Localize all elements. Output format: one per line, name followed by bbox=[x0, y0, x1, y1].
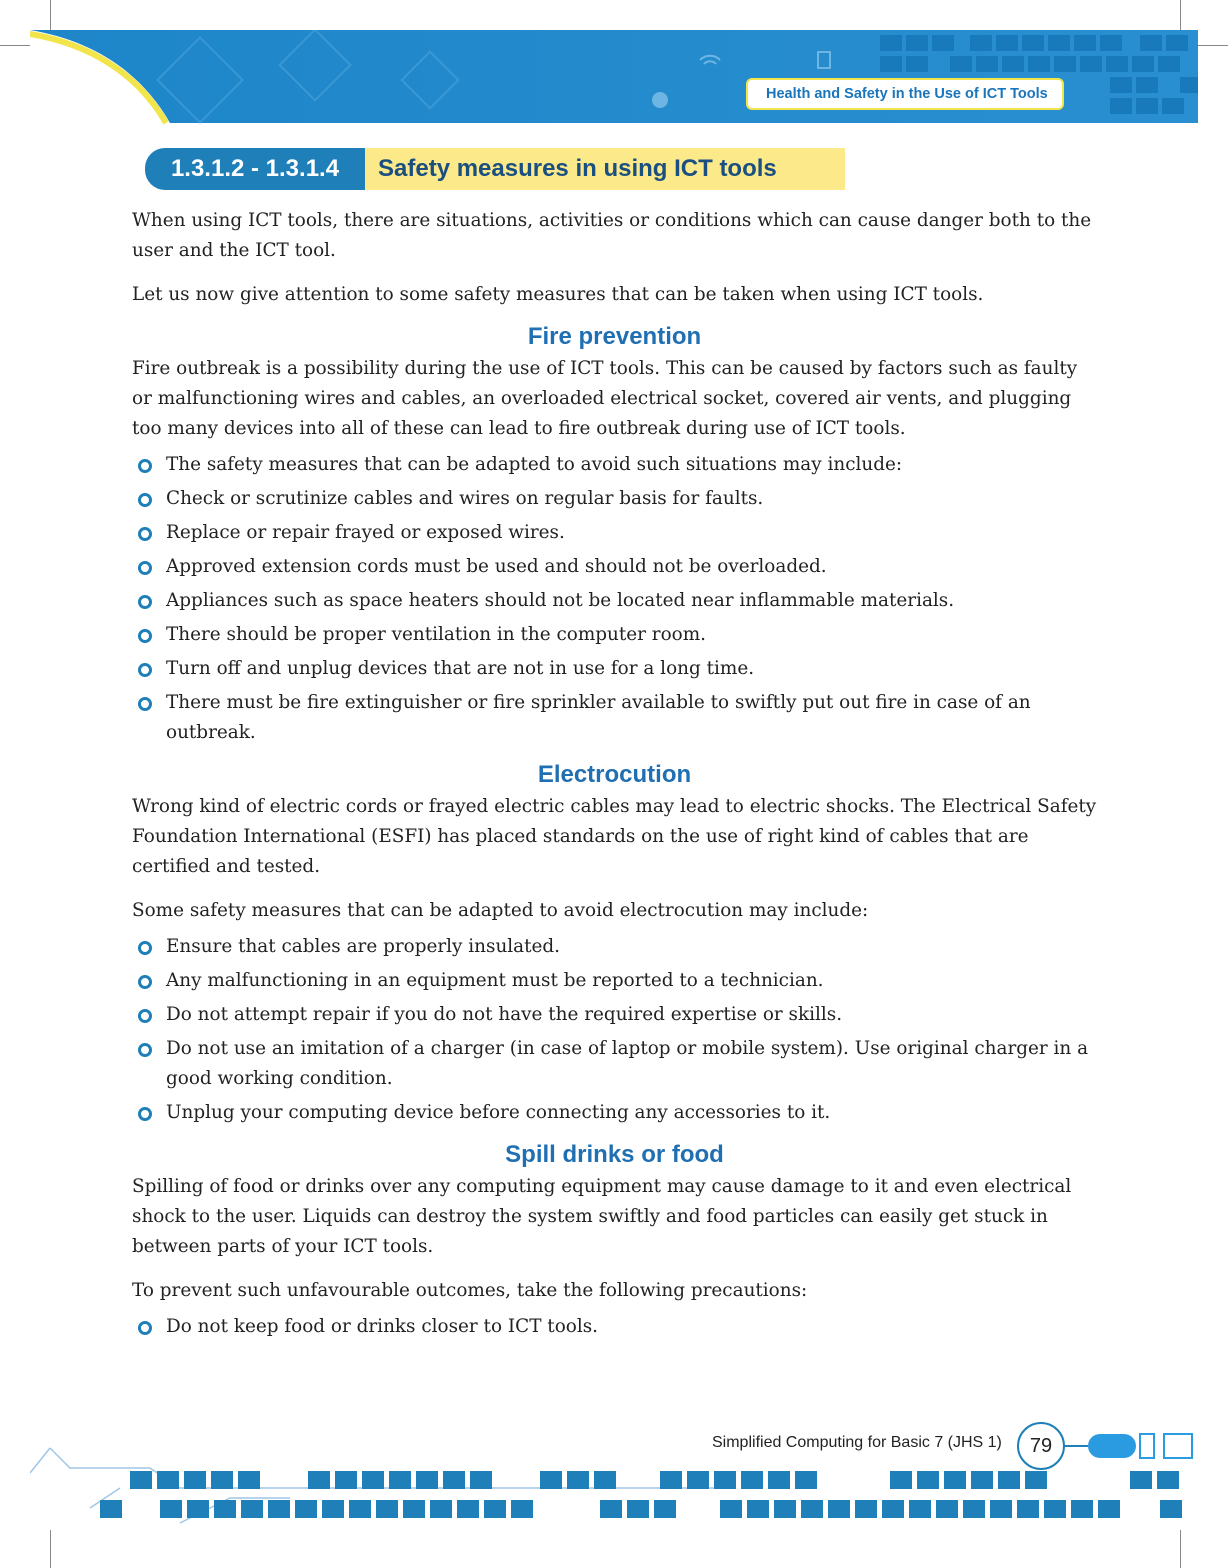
bullet-icon bbox=[138, 941, 152, 955]
spill-paragraph: Spilling of food or drinks over any computing equipment may cause damage to it and even electrical shock to the user. Liquids can destroy the system swiftly and food particles can easily get stuck in between parts of your ICT tools. bbox=[132, 1176, 1072, 1257]
bullet-icon bbox=[138, 527, 152, 541]
heading-spill: Spill drinks or food bbox=[505, 1141, 724, 1168]
electro-paragraph: Wrong kind of electric cords or frayed electric cables may lead to electric shocks. The Electrical Safety Foundation International (ESFI) has placed standards on the use of right kind of cables that are certified and tested. bbox=[132, 796, 1097, 877]
list-item: Approved extension cords must be used and should not be overloaded. bbox=[132, 552, 1097, 582]
header-banner bbox=[30, 30, 1198, 125]
bullet-icon bbox=[138, 1043, 152, 1057]
section-number: 1.3.1.2 - 1.3.1.4 bbox=[145, 148, 365, 190]
list-item: Check or scrutinize cables and wires on regular basis for faults. bbox=[132, 484, 1097, 514]
list-item: Do not keep food or drinks closer to ICT tools. bbox=[132, 1312, 1097, 1342]
bullet-icon bbox=[138, 1009, 152, 1023]
list-item: Do not use an imitation of a charger (in case of laptop or mobile system). Use original charger in a good working condition. bbox=[132, 1034, 1097, 1094]
spill-list bbox=[132, 1312, 1097, 1342]
list-item: There must be fire extinguisher or fire sprinkler available to swiftly put out fire in case of an outbreak. bbox=[132, 688, 1097, 748]
list-item: Replace or repair frayed or exposed wires. bbox=[132, 518, 1097, 548]
intro-paragraph: Let us now give attention to some safety measures that can be taken when using ICT tools. bbox=[132, 284, 984, 305]
electro-list bbox=[132, 932, 1097, 1128]
bullet-icon bbox=[138, 493, 152, 507]
section-title: Safety measures in using ICT tools bbox=[350, 148, 845, 190]
heading-electrocution: Electrocution bbox=[537, 761, 692, 788]
chapter-tag: Health and Safety in the Use of ICT Tools bbox=[748, 80, 1062, 108]
list-item: Any malfunctioning in an equipment must be reported to a technician. bbox=[132, 966, 1097, 996]
globe-icon bbox=[652, 92, 668, 108]
footer-book-title: Simplified Computing for Basic 7 (JHS 1) bbox=[712, 1434, 1002, 1451]
bullet-icon bbox=[138, 595, 152, 609]
list-item: Unplug your computing device before connecting any accessories to it. bbox=[132, 1098, 1097, 1128]
crop-mark bbox=[1198, 45, 1228, 46]
list-item: Turn off and unplug devices that are not in use for a long time. bbox=[132, 654, 1097, 684]
spill-lead: To prevent such unfavourable outcomes, take the following precautions: bbox=[132, 1280, 808, 1301]
page-content bbox=[132, 206, 1097, 1352]
fire-list bbox=[132, 450, 1097, 748]
crop-mark bbox=[1180, 0, 1181, 30]
intro-paragraph: When using ICT tools, there are situations, activities or conditions which can cause danger both to the user and the ICT tool. bbox=[132, 210, 1092, 261]
page-number: 79 bbox=[1017, 1422, 1065, 1470]
bullet-icon bbox=[138, 1107, 152, 1121]
footer-decoration bbox=[30, 1428, 1198, 1538]
fire-paragraph: Fire outbreak is a possibility during the use of ICT tools. This can be caused by factors such as faulty or malfunctioning wires and cables, an overloaded electrical socket, covered air vents, and plugging too many devices into all of these can lead to fire outbreak during use of ICT tools. bbox=[132, 358, 1078, 439]
list-item: There should be proper ventilation in the computer room. bbox=[132, 620, 1097, 650]
bullet-icon bbox=[138, 1321, 152, 1335]
bullet-icon bbox=[138, 663, 152, 677]
crop-mark bbox=[0, 45, 30, 46]
bullet-icon bbox=[138, 459, 152, 473]
list-item: Ensure that cables are properly insulated. bbox=[132, 932, 1097, 962]
list-item: Appliances such as space heaters should not be located near inflammable materials. bbox=[132, 586, 1097, 616]
list-item: The safety measures that can be adapted to avoid such situations may include: bbox=[132, 450, 1097, 480]
bullet-icon bbox=[138, 629, 152, 643]
bullet-icon bbox=[138, 561, 152, 575]
list-item: Do not attempt repair if you do not have the required expertise or skills. bbox=[132, 1000, 1097, 1030]
electro-lead: Some safety measures that can be adapted to avoid electrocution may include: bbox=[132, 900, 869, 921]
bullet-icon bbox=[138, 697, 152, 711]
heading-fire-prevention: Fire prevention bbox=[527, 323, 702, 350]
bullet-icon bbox=[138, 975, 152, 989]
